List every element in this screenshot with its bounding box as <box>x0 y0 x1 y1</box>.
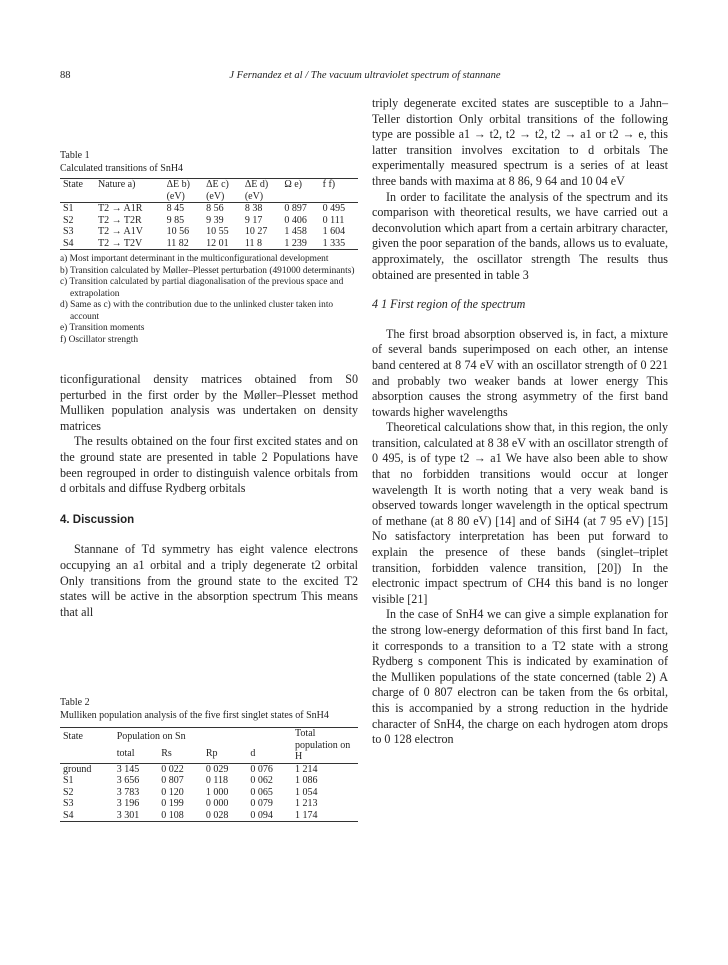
col-header: Rs <box>161 748 172 760</box>
cell: 1 214 <box>295 763 318 775</box>
footnote: b) Transition calculated by Møller–Plesset perturbation (491000 determinants) <box>60 265 355 276</box>
cell: S3 <box>63 798 74 809</box>
unit-cell: (eV) <box>166 190 185 202</box>
page-number: 88 <box>60 70 71 81</box>
table-row <box>60 787 358 799</box>
cell: 0 062 <box>250 775 273 786</box>
cell: 0 406 <box>284 214 307 226</box>
cell: 12 01 <box>206 237 229 249</box>
col-header: ΔE b) <box>166 179 190 190</box>
paragraph: In the case of SnH4 we can give a simple explanation for the strong low-energy deformation of this first band In fact, it corresponds to a transition to a T2 state with a strong Rydberg s component This is indicated by examination of the Mulliken populations of the state concerned (table 2) A charge of 0 807 electron can be taken from the 6s orbital, this is accompanied by a strong reduction in the hydride character of SnH4, the charge on each hydrogen atom drops to 0 128 electron <box>372 607 668 747</box>
table-row <box>60 763 358 775</box>
cell: 1 213 <box>295 798 318 809</box>
table-1 <box>60 150 358 346</box>
table-2-title: Table 2 <box>60 697 90 708</box>
running-title: J Fernandez et al / The vacuum ultraviolet spectrum of stannane <box>229 70 501 81</box>
subsection-heading: 4 1 First region of the spectrum <box>372 297 526 312</box>
cell: 0 000 <box>205 798 229 809</box>
cell: 3 145 <box>116 763 140 775</box>
cell: 1 054 <box>295 786 318 798</box>
col-header: ΔE c) <box>206 179 229 190</box>
cell: 11 82 <box>166 237 189 249</box>
table-row <box>60 215 358 227</box>
paragraph: Theoretical calculations show that, in this region, the only transition, calculated at 8 38 eV with an oscillator strength of 0 495, is of type t2 → a1 We have also been able to show that no forbidden transitions would occur at longer wavelength It is worth noting that a very weak band is observed towards longer wavelength in the optical spectrum of methane (at 8 80 eV) [14] and of SiH4 (at 7 95 eV) [15] No satisfactory interpretation has been put forward to explain the presence of these bands (singlet–triplet transition, forbidden valence transition, [20]) In the electronic impact spectrum of CH4 this band is no longer visible [21] <box>372 420 668 606</box>
table-2-grid <box>60 727 358 822</box>
col-header: ΔE d) <box>244 179 269 190</box>
cell: 8 56 <box>206 203 224 214</box>
unit-cell: (eV) <box>206 190 225 202</box>
col-header: State <box>63 179 83 190</box>
table-1-grid <box>60 178 358 250</box>
table-row <box>60 775 358 787</box>
cell: 0 076 <box>250 763 273 775</box>
cell: 0 897 <box>284 203 307 214</box>
table-row <box>60 810 358 822</box>
cell: 10 55 <box>206 226 229 237</box>
col-header: Total population on H <box>295 728 351 762</box>
cell: 3 783 <box>116 786 140 798</box>
cell: 10 56 <box>166 226 190 237</box>
col-header: f f) <box>322 179 336 190</box>
table-2-caption: Mulliken population analysis of the five first singlet states of SnH4 <box>60 709 329 721</box>
table-row <box>60 238 358 250</box>
paragraph: The results obtained on the four first excited states and on the ground state are presented in table 2 Populations have been regrouped in order to distinguish valence orbitals from d orbitals and diffuse Rydberg orbitals <box>60 434 358 496</box>
paragraph: Stannane of Td symmetry has eight valence electrons occupying an a1 orbital and a triply degenerate t2 orbital Only transitions from the ground state to the excited T2 states will be active in the absorption spectrum This means that all <box>60 542 358 619</box>
cell: 1 604 <box>322 226 346 237</box>
cell: 0 022 <box>161 763 184 775</box>
paragraph: ticonfigurational density matrices obtained from S0 perturbed in the first order by the Møller–Plesset method Mulliken population analysis was undertaken on density matrices <box>60 372 358 433</box>
paragraph: triply degenerate excited states are susceptible to a Jahn–Teller distortion Only orbital transitions of the following type are possible a1 → t2, t2 → t2, t2 → a1 or t2 → e, this latter transition involves excitation to d orbitals The experimentally measured spectrum is a series of at least three bands with maxima at 8 86, 9 64 and 10 04 eV <box>372 96 668 188</box>
table-1-caption: Calculated transitions of SnH4 <box>60 162 184 174</box>
cell: 10 27 <box>244 226 268 237</box>
unit-cell <box>320 191 358 203</box>
table-row <box>60 226 358 238</box>
cell: 1 000 <box>205 786 229 798</box>
cell: 0 118 <box>205 775 228 786</box>
col-header: Ω e) <box>284 179 303 190</box>
footnote: a) Most important determinant in the multiconfigurational development <box>60 254 329 264</box>
cell: 1 458 <box>284 226 307 237</box>
cell: 0 108 <box>161 809 184 821</box>
unit-cell <box>281 191 319 203</box>
table-row <box>60 798 358 810</box>
cell: 3 656 <box>116 775 140 786</box>
cell: 1 174 <box>295 809 318 821</box>
paragraph: The first broad absorption observed is, in fact, a mixture of several bands superimposed on each other, an intense band centered at 8 74 eV with an oscillator strength of 0 221 and probably two weaker bands at lower energy This absorption causes the strong asymmetry of the first band towards higher wavelengths <box>372 326 668 419</box>
cell: 0 120 <box>161 786 184 798</box>
col-header: Nature a) <box>97 179 136 190</box>
cell: 9 17 <box>244 214 263 226</box>
cell: S4 <box>63 809 74 821</box>
cell: 1 086 <box>295 775 318 786</box>
col-header: Rp <box>205 748 218 760</box>
paragraph: In order to facilitate the analysis of the spectrum and its comparison with theoretical results, we have carried out a deconvolution which apart from a certain arbitrary character, given the poor separation of the bands, allows us to evaluate, approximately, the oscillator strength The results thus obtained are presented in table 3 <box>372 189 668 282</box>
footnote: c) Transition calculated by partial diagonalisation of the previous space and extrapolation <box>60 277 344 299</box>
footnote: f) Oscillator strength <box>60 334 139 345</box>
cell: T2 → T2R <box>97 214 142 226</box>
cell: 1 239 <box>284 237 307 249</box>
cell: T2 → A1R <box>97 203 143 214</box>
cell: 0 199 <box>161 798 184 809</box>
cell: S2 <box>63 786 74 798</box>
cell: 0 807 <box>161 775 184 786</box>
cell: 9 85 <box>166 214 185 226</box>
cell: 0 111 <box>322 214 345 226</box>
unit-cell: (eV) <box>244 190 264 202</box>
cell: 3 301 <box>116 809 140 821</box>
section-heading: 4. Discussion <box>60 513 135 526</box>
cell: S2 <box>63 214 74 226</box>
col-group-header: Population on Sn <box>116 730 186 742</box>
table-row <box>60 203 358 215</box>
footnote: e) Transition moments <box>60 323 145 333</box>
unit-cell <box>95 191 164 203</box>
cell: T2 → T2V <box>97 237 143 249</box>
cell: 0 495 <box>322 203 346 214</box>
cell: T2 → A1V <box>97 226 143 237</box>
cell: 0 094 <box>250 809 273 821</box>
col-header: d <box>250 748 256 760</box>
col-header: State <box>63 730 83 742</box>
cell: 11 8 <box>244 237 262 249</box>
table-1-footnotes <box>60 254 358 346</box>
cell: 8 45 <box>166 203 185 214</box>
unit-cell <box>60 191 95 203</box>
cell: 0 028 <box>205 809 229 821</box>
cell: 0 029 <box>205 763 229 775</box>
footnote: d) Same as c) with the contribution due to the unlinked cluster taken into account <box>60 300 334 322</box>
col-header: total <box>116 748 135 760</box>
right-column <box>372 96 668 748</box>
cell: S3 <box>63 226 74 237</box>
cell: S4 <box>63 237 74 249</box>
cell: 0 065 <box>250 786 273 798</box>
cell: 9 39 <box>206 214 224 226</box>
table-2 <box>60 697 358 822</box>
cell: ground <box>63 763 92 775</box>
table-1-title: Table 1 <box>60 150 90 161</box>
cell: 1 335 <box>322 237 346 249</box>
cell: 8 38 <box>244 203 263 214</box>
cell: S1 <box>63 203 74 214</box>
cell: 0 079 <box>250 798 273 809</box>
cell: S1 <box>63 775 74 786</box>
left-column <box>60 372 358 620</box>
cell: 3 196 <box>116 798 140 809</box>
